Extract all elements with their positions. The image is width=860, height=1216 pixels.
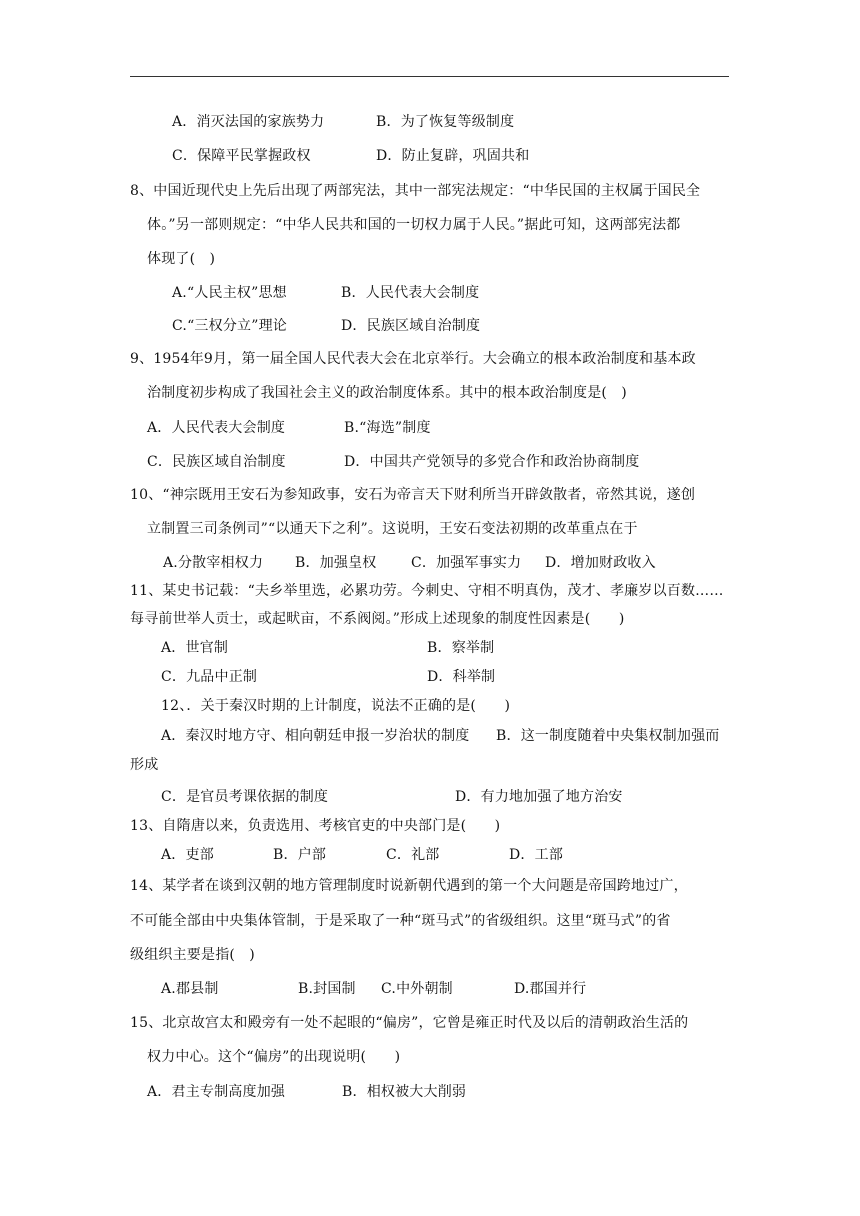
- q7-option-d: D．防止复辟，巩固共和: [376, 148, 530, 164]
- q14-option-d: D.郡国并行: [514, 981, 587, 997]
- q12-option-b: B．这一制度随着中央集权制加强而: [496, 728, 720, 744]
- q8-option-a: A.“人民主权”思想: [172, 285, 287, 301]
- q11-stem-line-1: 11、某史书记载：“夫乡举里选，必累功劳。今刺史、守相不明真伪，茂才、孝廉岁以百数……: [130, 583, 724, 599]
- q12-option-d: D．有力地加强了地方治安: [455, 789, 623, 805]
- q14-option-a: A.郡县制: [161, 981, 219, 997]
- q15-stem-line-2: 权力中心。这个“偏房”的出现说明( ): [147, 1049, 401, 1065]
- q9-option-d: D．中国共产党领导的多党合作和政治协商制度: [344, 454, 640, 470]
- q14-option-c: C.中外朝制: [381, 981, 453, 997]
- q9-option-a: A．人民代表大会制度: [147, 420, 286, 436]
- q11-stem-line-2: 每寻前世举人贡士，或起畎亩，不系阀阅。”形成上述现象的制度性因素是( ): [130, 611, 625, 627]
- q14-option-b: B.封国制: [298, 981, 356, 997]
- q9-option-c: C．民族区域自治制度: [147, 454, 286, 470]
- q9-stem-line-1: 9、1954年9月，第一届全国人民代表大会在北京举行。大会确立的根本政治制度和基本政: [130, 351, 696, 367]
- q11-option-b: B．察举制: [427, 640, 495, 656]
- q8-stem-line-3: 体现了( ): [147, 251, 216, 267]
- q15-option-a: A．君主专制高度加强: [147, 1084, 286, 1100]
- q15-stem-line-1: 15、北京故宫太和殿旁有一处不起眼的“偏房”，它曾是雍正时代及以后的清朝政治生活的: [130, 1015, 689, 1031]
- q13-option-a: A．吏部: [161, 847, 214, 863]
- q10-option-d: D．增加财政收入: [545, 555, 656, 571]
- q11-option-a: A．世官制: [161, 640, 229, 656]
- q12-option-b-continued: 形成: [130, 757, 159, 773]
- q10-stem-line-1: 10、“神宗既用王安石为参知政事，安石为帝言天下财利所当开辟敛散者，帝然其说，遂创: [130, 487, 696, 503]
- q8-option-b: B．人民代表大会制度: [341, 285, 480, 301]
- q13-option-c: C．礼部: [386, 847, 440, 863]
- q12-stem-line-1: 12、．关于秦汉时期的上计制度，说法不正确的是( ): [161, 698, 511, 714]
- q8-option-d: D．民族区域自治制度: [341, 318, 481, 334]
- q11-option-d: D．科举制: [427, 669, 496, 685]
- q7-option-a: A．消灭法国的家族势力: [172, 114, 325, 130]
- q13-option-d: D．工部: [509, 847, 564, 863]
- q11-option-c: C．九品中正制: [161, 669, 258, 685]
- q10-option-b: B．加强皇权: [295, 555, 377, 571]
- q10-stem-line-2: 立制置三司条例司”“以通天下之利”。这说明，王安石变法初期的改革重点在于: [147, 521, 638, 537]
- q9-option-b: B.“海选”制度: [344, 420, 431, 436]
- q7-option-b: B．为了恢复等级制度: [376, 114, 515, 130]
- q12-option-a: A．秦汉时地方守、相向朝廷申报一岁治状的制度: [161, 728, 470, 744]
- q7-option-c: C．保障平民掌握政权: [172, 148, 311, 164]
- q8-stem-line-2: 体。”另一部则规定：“中华人民共和国的一切权力属于人民。”据此可知，这两部宪法都: [147, 217, 681, 233]
- q14-stem-line-2: 不可能全部由中央集体管制，于是采取了一种“斑马式”的省级组织。这里“斑马式”的省: [130, 913, 671, 929]
- q9-stem-line-2: 治制度初步构成了我国社会主义的政治制度体系。其中的根本政治制度是( ): [147, 385, 627, 401]
- q15-option-b: B．相权被大大削弱: [342, 1084, 467, 1100]
- q13-stem-line-1: 13、自隋唐以来，负责选用、考核官吏的中央部门是( ): [130, 818, 501, 834]
- q10-option-a: A.分散宰相权力: [163, 555, 264, 571]
- q10-option-c: C．加强军事实力: [411, 555, 522, 571]
- q8-stem-line-1: 8、中国近现代史上先后出现了两部宪法，其中一部宪法规定：“中华民国的主权属于国民全: [130, 183, 701, 199]
- q8-option-c: C.“三权分立”理论: [172, 318, 287, 334]
- q12-option-c: C．是官员考课依据的制度: [161, 789, 329, 805]
- q13-option-b: B．户部: [273, 847, 327, 863]
- header-rule: [130, 76, 729, 77]
- q14-stem-line-3: 级组织主要是指( ): [130, 947, 255, 963]
- q14-stem-line-1: 14、某学者在谈到汉朝的地方管理制度时说新朝代遇到的第一个大问题是帝国跨地过广，: [130, 878, 688, 894]
